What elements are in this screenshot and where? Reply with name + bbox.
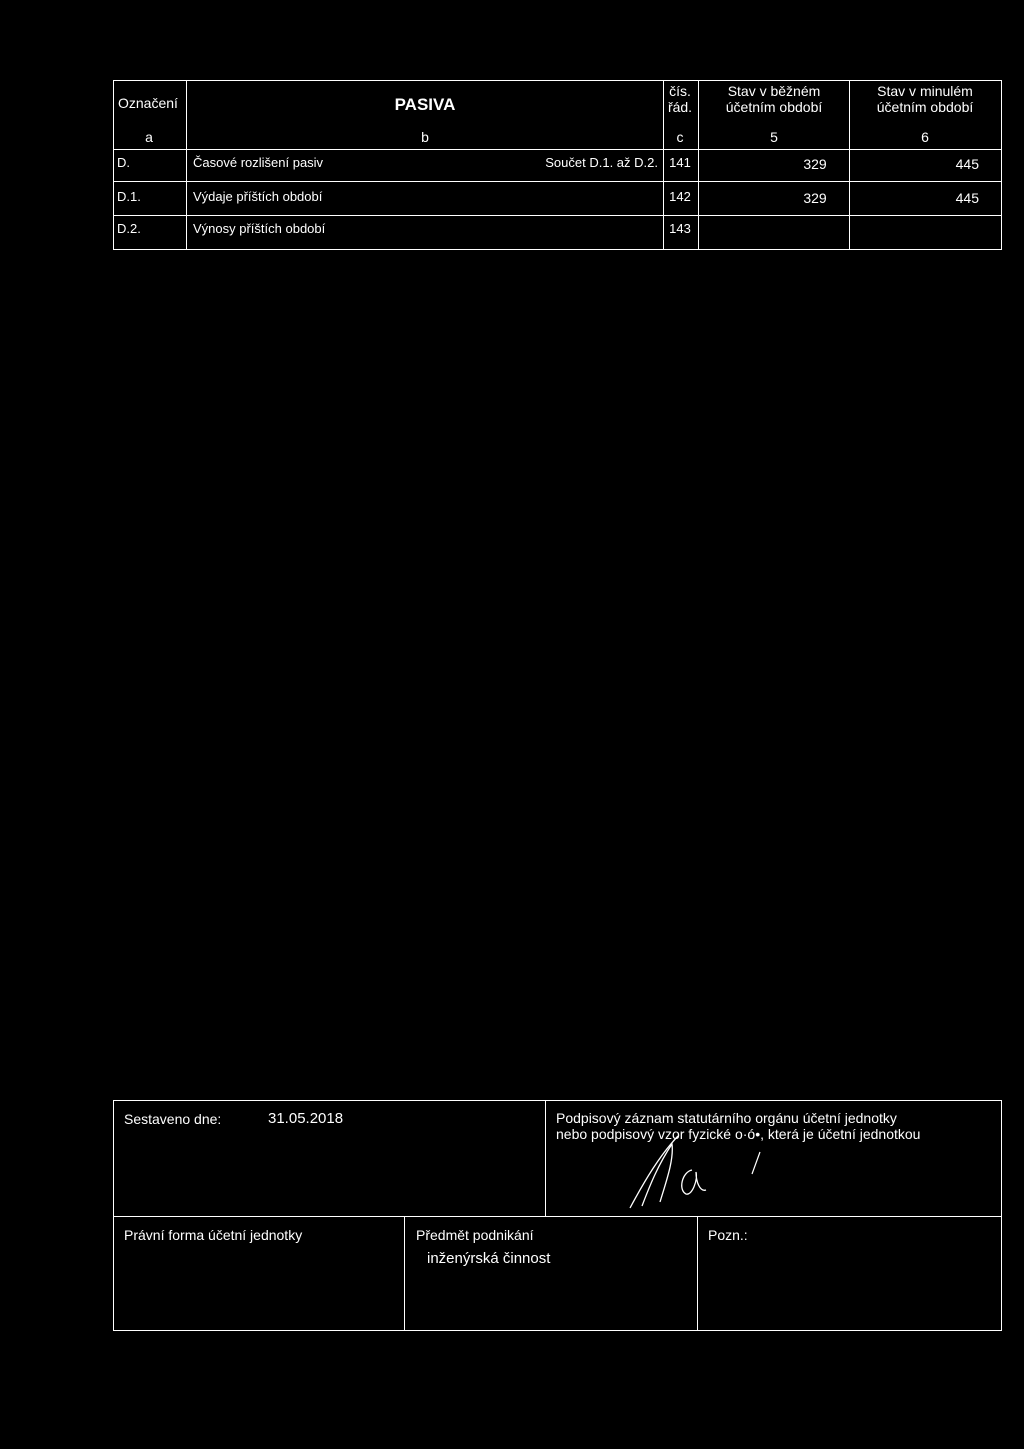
row-note: Součet D.1. až D.2. — [545, 155, 658, 170]
row-code: D.1. — [117, 189, 141, 204]
column-code-a: a — [145, 129, 153, 145]
legal-form-label: Právní forma účetní jednotky — [124, 1227, 303, 1243]
header-title: PASIVA — [394, 95, 456, 114]
compiled-date: 31.05.2018 — [268, 1110, 344, 1127]
handwritten-signature — [600, 1130, 800, 1210]
row-label: Výnosy příštích období — [193, 221, 326, 236]
column-code-b: b — [421, 129, 429, 145]
header-previous-1: Stav v minulém — [877, 83, 973, 99]
row-code: D.2. — [117, 221, 141, 236]
row-number: 142 — [669, 189, 691, 204]
row-current-value: 329 — [803, 156, 827, 172]
row-label: Časové rozlišení pasiv — [193, 155, 324, 170]
compiled-label: Sestaveno dne: — [124, 1111, 222, 1127]
column-code-c: c — [676, 129, 684, 145]
note-label: Pozn.: — [708, 1227, 748, 1243]
signature-caption-1: Podpisový záznam statutárního orgánu účetní jednotky — [556, 1110, 897, 1126]
header-current-2: účetním období — [725, 99, 823, 115]
row-label: Výdaje příštích období — [193, 189, 323, 204]
signature-caption-2: nebo podpisový vzor fyzické o·ó•, která je účetní jednotkou — [556, 1126, 921, 1142]
row-current-value: 329 — [803, 190, 827, 206]
header-current-1: Stav v běžném — [727, 83, 821, 99]
business-label: Předmět podnikání — [416, 1227, 534, 1243]
row-previous-value: 445 — [955, 190, 979, 206]
header-row-no-2: řád. — [667, 99, 693, 115]
column-code-5: 5 — [770, 129, 778, 145]
row-code: D. — [117, 155, 130, 170]
business-value: inženýrská činnost — [427, 1250, 551, 1267]
row-number: 143 — [669, 221, 691, 236]
header-row-no-1: čís. — [669, 83, 691, 99]
header-previous-2: účetním období — [876, 99, 974, 115]
row-number: 141 — [669, 155, 691, 170]
header-designation: Označení — [118, 95, 178, 111]
column-code-6: 6 — [921, 129, 929, 145]
row-previous-value: 445 — [955, 156, 979, 172]
